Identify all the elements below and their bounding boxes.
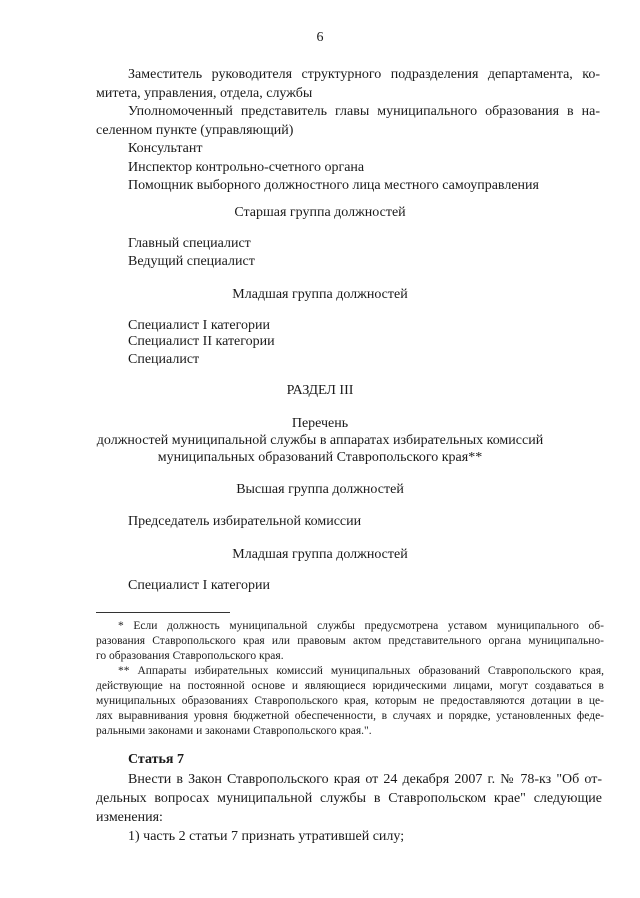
text-line: селенном пункте (управляющий): [96, 122, 294, 138]
text-line: Инспектор контрольно-счетного органа: [128, 159, 365, 175]
article-line: дельных вопросах муниципальной службы в Ставропольском крае" следующие: [96, 791, 602, 806]
junior-group-heading-2: Младшая группа должностей: [232, 547, 408, 562]
section-subtitle: Перечень: [291, 416, 349, 431]
section-subtitle: муниципальных образований Ставропольского края**: [157, 450, 483, 465]
list-item: Ведущий специалист: [128, 254, 255, 269]
footnote-line: * Если должность муниципальной службы предусмотрена уставом муниципального об-: [118, 620, 604, 632]
footnote-line: муниципальных образованиях Ставропольского края, которым не предоставляются дотации в це-: [96, 695, 604, 707]
section-subtitle: должностей муниципальной службы в аппаратах избирательных комиссий: [96, 433, 544, 448]
footnote-line: ** Аппараты избирательных комиссий муниципальных образований Ставропольского края,: [118, 665, 604, 677]
positions-list-continued: [96, 66, 600, 196]
footnote-line: действующие на постоянной основе и являющиеся юридическими лицами, могут создаваться в: [96, 680, 604, 692]
page-number: 6: [316, 30, 324, 45]
footnote-line: го образования Ставропольского края.: [96, 650, 284, 662]
footnote-line: ральными законами и законами Ставропольского края.".: [96, 725, 372, 737]
text-line: Консультант: [128, 141, 203, 156]
article-line: 1) часть 2 статьи 7 признать утратившей силу;: [128, 829, 405, 844]
list-item: Специалист I категории: [128, 318, 270, 333]
article-line: Внести в Закон Ставропольского края от 24 декабря 2007 г. № 78-кз "Об от-: [128, 772, 602, 787]
junior-group-heading: Младшая группа должностей: [232, 287, 408, 302]
article-body: [96, 770, 602, 846]
text-line: Заместитель руководителя структурного подразделения департамента, ко-: [128, 67, 600, 82]
footnotes: [96, 619, 604, 739]
list-item: Главный специалист: [128, 236, 251, 251]
list-item: Специалист II категории: [128, 334, 275, 349]
footnote-divider: [96, 612, 230, 613]
section-title: РАЗДЕЛ III: [286, 383, 354, 398]
article-line: изменения:: [96, 810, 163, 825]
article-title: Статья 7: [128, 752, 184, 767]
text-line: Уполномоченный представитель главы муниципального образования в на-: [128, 104, 600, 119]
footnote-line: разования Ставропольского края или правовым актом представительного органа муниципально-: [96, 635, 604, 647]
text-line: Помощник выборного должностного лица местного самоуправления: [128, 178, 539, 193]
highest-group-heading: Высшая группа должностей: [236, 482, 404, 497]
list-item: Специалист I категории: [128, 578, 270, 593]
senior-group-heading: Старшая группа должностей: [234, 205, 406, 220]
list-item: Председатель избирательной комиссии: [128, 514, 362, 529]
text-line: митета, управления, отдела, службы: [96, 85, 313, 101]
list-item: Специалист: [128, 352, 200, 367]
footnote-line: лях выравнивания уровня бюджетной обеспеченности, в случаях и порядке, установленных феде-: [96, 710, 604, 722]
